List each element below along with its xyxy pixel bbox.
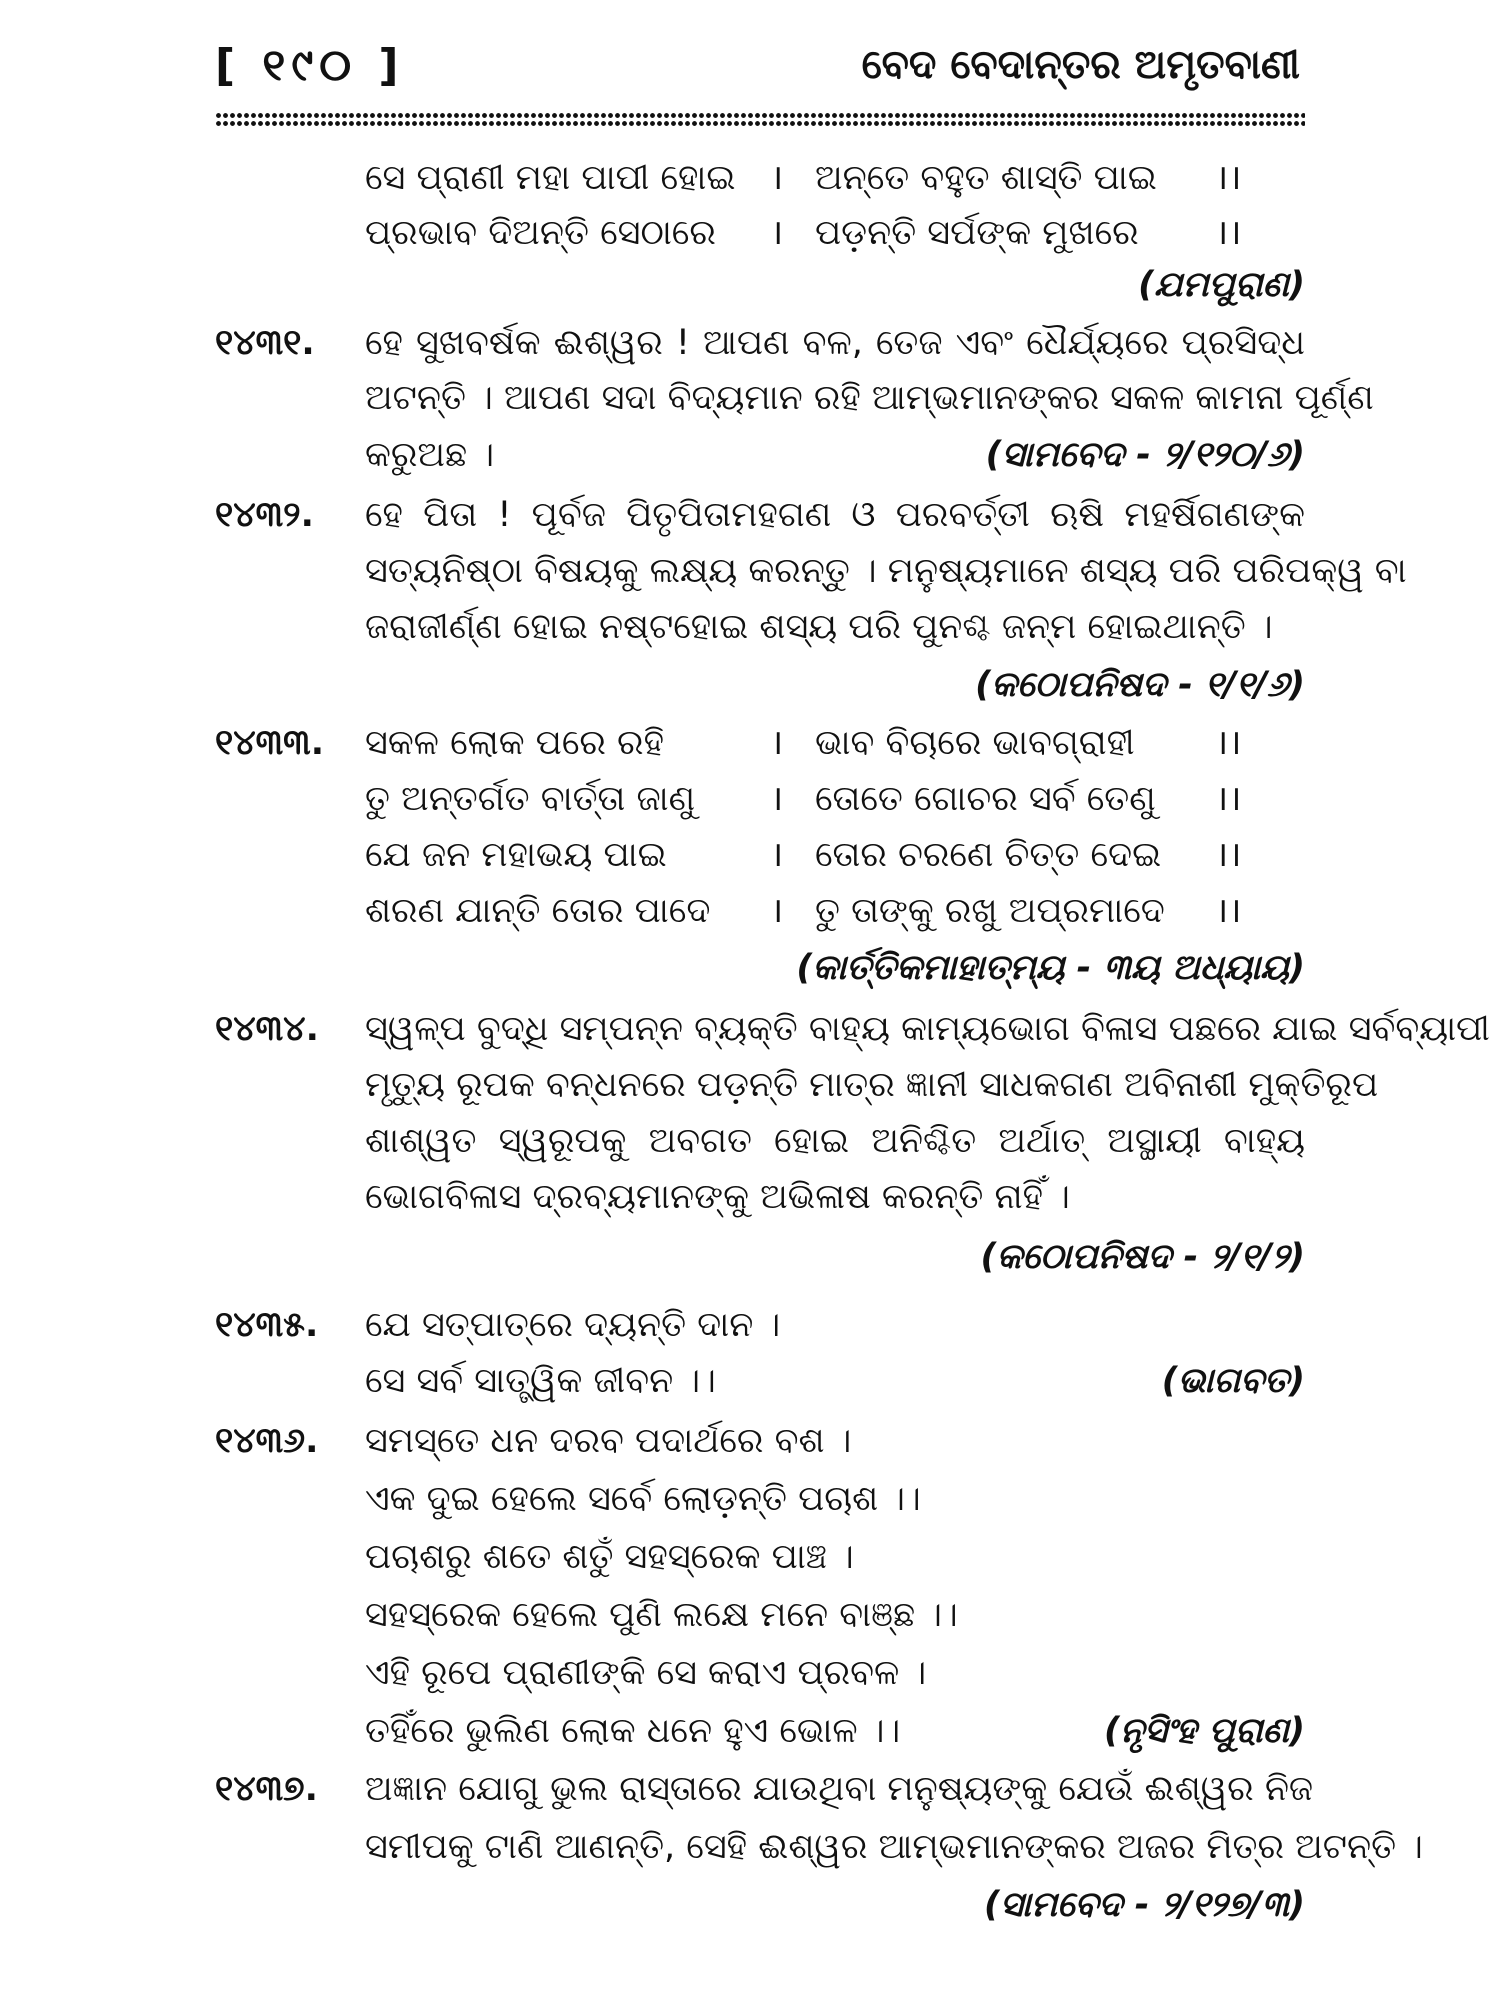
verse-end-mark: ।। — [1215, 779, 1242, 819]
verse-separator: । — [770, 891, 784, 931]
verse-separator: । — [770, 158, 784, 198]
verse-end-mark: ।। — [1215, 835, 1242, 875]
page-number: [ ୧୯୦ ] — [215, 40, 405, 91]
entry-number: ୧୪୩୭. — [215, 1769, 318, 1809]
entry-text-line: ସେ ସର୍ବ ସାତ୍ତ୍ୱିକ ଜୀବନ ।। — [365, 1361, 716, 1401]
source-citation: (ଯମପୁରାଣ) — [1138, 265, 1305, 305]
entry-text-line: କରୁଅଛ । — [365, 435, 495, 475]
header-divider-lower — [215, 120, 1305, 130]
entry-text-line: ଏକ ଦୁଇ ହେଲେ ସର୍ବେ ଲୋଡ଼ନ୍ତି ପଚାଶ ।। — [365, 1479, 921, 1519]
entry-number: ୧୪୩୫. — [215, 1305, 319, 1345]
entry-number: ୧୪୩୩. — [215, 723, 324, 763]
entry-text-line: ଶାଶ୍ୱତ ସ୍ୱରୂପକୁ ଅବଗତ ହୋଇ ଅନିଶ୍ଚିତ ଅର୍ଥାତ୍ ଅସ୍ଥାୟୀ ବାହ୍ୟ — [365, 1121, 1305, 1161]
entry-text-line: ଅଜ୍ଞାନ ଯୋଗୁ ଭୁଲ ରାସ୍ତାରେ ଯାଉଥିବା ମନୁଷ୍ୟଙ୍କୁ ଯେଉଁ ଈଶ୍ୱର ନିଜ — [365, 1769, 1314, 1809]
verse-line-right: ପଡ଼ନ୍ତି ସର୍ପଙ୍କ ମୁଖରେ — [815, 213, 1139, 253]
source-citation: (କଠୋପନିଷଦ - ୧/୧/୬) — [975, 665, 1305, 705]
source-citation: (ଭାଗବତ) — [1161, 1361, 1305, 1401]
book-title: ବେଦ ବେଦାନ୍ତର ଅମୃତବାଣୀ — [861, 42, 1300, 88]
verse-line-right: ତୋର ଚରଣେ ଚିତ୍ତ ଦେଇ — [815, 835, 1162, 875]
verse-separator: । — [770, 835, 784, 875]
entry-text-line: ସ୍ୱଳ୍ପ ବୁଦ୍ଧି ସମ୍ପନ୍ନ ବ୍ୟକ୍ତି ବାହ୍ୟ କାମ୍ୟଭୋଗ ବିଳାସ ପଛରେ ଯାଇ ସର୍ବବ୍ୟାପୀ — [365, 1009, 1490, 1049]
entry-text-line: ସତ୍ୟନିଷ୍ଠା ବିଷୟକୁ ଲକ୍ଷ୍ୟ କରନ୍ତୁ । ମନୁଷ୍ୟମାନେ ଶସ୍ୟ ପରି ପରିପକ୍ୱ ବା — [365, 551, 1407, 591]
entry-number: ୧୪୩୪. — [215, 1009, 319, 1049]
verse-line-left: ତୁ ଅନ୍ତର୍ଗତ ବାର୍ତ୍ତା ଜାଣୁ — [365, 779, 696, 819]
verse-line-left: ସେ ପ୍ରାଣୀ ମହା ପାପୀ ହୋଇ — [365, 158, 736, 198]
entry-number: ୧୪୩୬. — [215, 1421, 319, 1461]
entry-number: ୧୪୩୨. — [215, 495, 314, 535]
verse-line-left: ସକଳ ଲୋକ ପରେ ରହି — [365, 723, 664, 763]
source-citation: (କଠୋପନିଷଦ - ୨/୧/୨) — [980, 1237, 1305, 1277]
entry-number: ୧୪୩୧. — [215, 323, 315, 363]
verse-separator: । — [770, 779, 784, 819]
source-citation: (ନୃସିଂହ ପୁରାଣ) — [1104, 1711, 1305, 1751]
verse-line-right: ଭାବ ବିଚାରେ ଭାବଗ୍ରାହୀ — [815, 723, 1135, 763]
source-citation: (ସାମବେଦ - ୨/୧୨୭/୩) — [984, 1885, 1305, 1925]
entry-text-line: ଅଟନ୍ତି । ଆପଣ ସଦା ବିଦ୍ୟମାନ ରହି ଆମ୍ଭମାନଙ୍କର ସକଳ କାମନା ପୂର୍ଣ୍ଣ — [365, 378, 1374, 418]
verse-line-right: ତୁ ତାଙ୍କୁ ରଖୁ ଅପ୍ରମାଦେ — [815, 891, 1165, 931]
verse-end-mark: ।। — [1215, 213, 1242, 253]
entry-text-line: ଭୋଗବିଳାସ ଦ୍ରବ୍ୟମାନଙ୍କୁ ଅଭିଳାଷ କରନ୍ତି ନାହିଁ । — [365, 1177, 1070, 1217]
source-citation: (କାର୍ତ୍ତିକମାହାତ୍ମ୍ୟ - ୩ୟ ଅଧ୍ୟାୟ) — [796, 948, 1305, 988]
verse-line-left: ପ୍ରଭାବ ଦିଅନ୍ତି ସେଠାରେ — [365, 213, 716, 253]
verse-separator: । — [770, 213, 784, 253]
verse-line-right: ତୋତେ ଗୋଚର ସର୍ବ ତେଣୁ — [815, 779, 1156, 819]
entry-text-line: ସହସ୍ରେକ ହେଲେ ପୁଣି ଲକ୍ଷେ ମନେ ବାଞ୍ଛ ।। — [365, 1595, 958, 1635]
verse-end-mark: ।। — [1215, 158, 1242, 198]
entry-text-line: ମୃତ୍ୟୁ ରୂପକ ବନ୍ଧନରେ ପଡ଼ନ୍ତି ମାତ୍ର ଜ୍ଞାନୀ ସାଧକଗଣ ଅବିନାଶୀ ମୁକ୍ତିରୂପ — [365, 1065, 1379, 1105]
entry-text-line: ତହିଁରେ ଭୁଲିଣ ଲୋକ ଧନେ ହୁଏ ଭୋଳ ।। — [365, 1711, 901, 1751]
entry-text-line: ଜରାଜୀର୍ଣ୍ଣ ହୋଇ ନଷ୍ଟହୋଇ ଶସ୍ୟ ପରି ପୁନଶ୍ଚ ଜନ୍ମ ହୋଇଥାନ୍ତି । — [365, 607, 1273, 647]
verse-line-left: ଯେ ଜନ ମହାଭୟ ପାଇ — [365, 835, 667, 875]
verse-separator: । — [770, 723, 784, 763]
entry-text-line: ପଚାଶରୁ ଶତେ ଶତୁଁ ସହସ୍ରେକ ପାଞ୍ଚ । — [365, 1537, 854, 1577]
verse-line-right: ଅନ୍ତେ ବହୁତ ଶାସ୍ତି ପାଇ — [815, 158, 1157, 198]
entry-text-line: ଯେ ସତ୍ପାତ୍ରେ ଦ୍ୟନ୍ତି ଦାନ । — [365, 1305, 781, 1345]
verse-line-left: ଶରଣ ଯାନ୍ତି ତୋର ପାଦେ — [365, 891, 711, 931]
entry-text-line: ହେ ପିତା ! ପୂର୍ବଜ ପିତୃପିତାମହଗଣ ଓ ପରବର୍ତ୍ତୀ ଋଷି ମହର୍ଷିଗଣଙ୍କ — [365, 495, 1305, 535]
source-citation: (ସାମବେଦ - ୨/୧୨୦/୬) — [985, 435, 1305, 475]
entry-text-line: ସମୀପକୁ ଟାଣି ଆଣନ୍ତି, ସେହି ଈଶ୍ୱର ଆମ୍ଭମାନଙ୍କର ଅଜର ମିତ୍ର ଅଟନ୍ତି । — [365, 1827, 1423, 1867]
entry-text-line: ଏହି ରୂପେ ପ୍ରାଣୀଙ୍କି ସେ କରାଏ ପ୍ରବଳ । — [365, 1653, 927, 1693]
entry-text-line: ହେ ସୁଖବର୍ଷକ ଈଶ୍ୱର ! ଆପଣ ବଳ, ତେଜ ଏବଂ ଧୈର୍ଯ୍ୟରେ ପ୍ରସିଦ୍ଧ — [365, 323, 1305, 363]
verse-end-mark: ।। — [1215, 891, 1242, 931]
verse-end-mark: ।। — [1215, 723, 1242, 763]
entry-text-line: ସମସ୍ତେ ଧନ ଦରବ ପଦାର୍ଥରେ ବଶ । — [365, 1421, 852, 1461]
